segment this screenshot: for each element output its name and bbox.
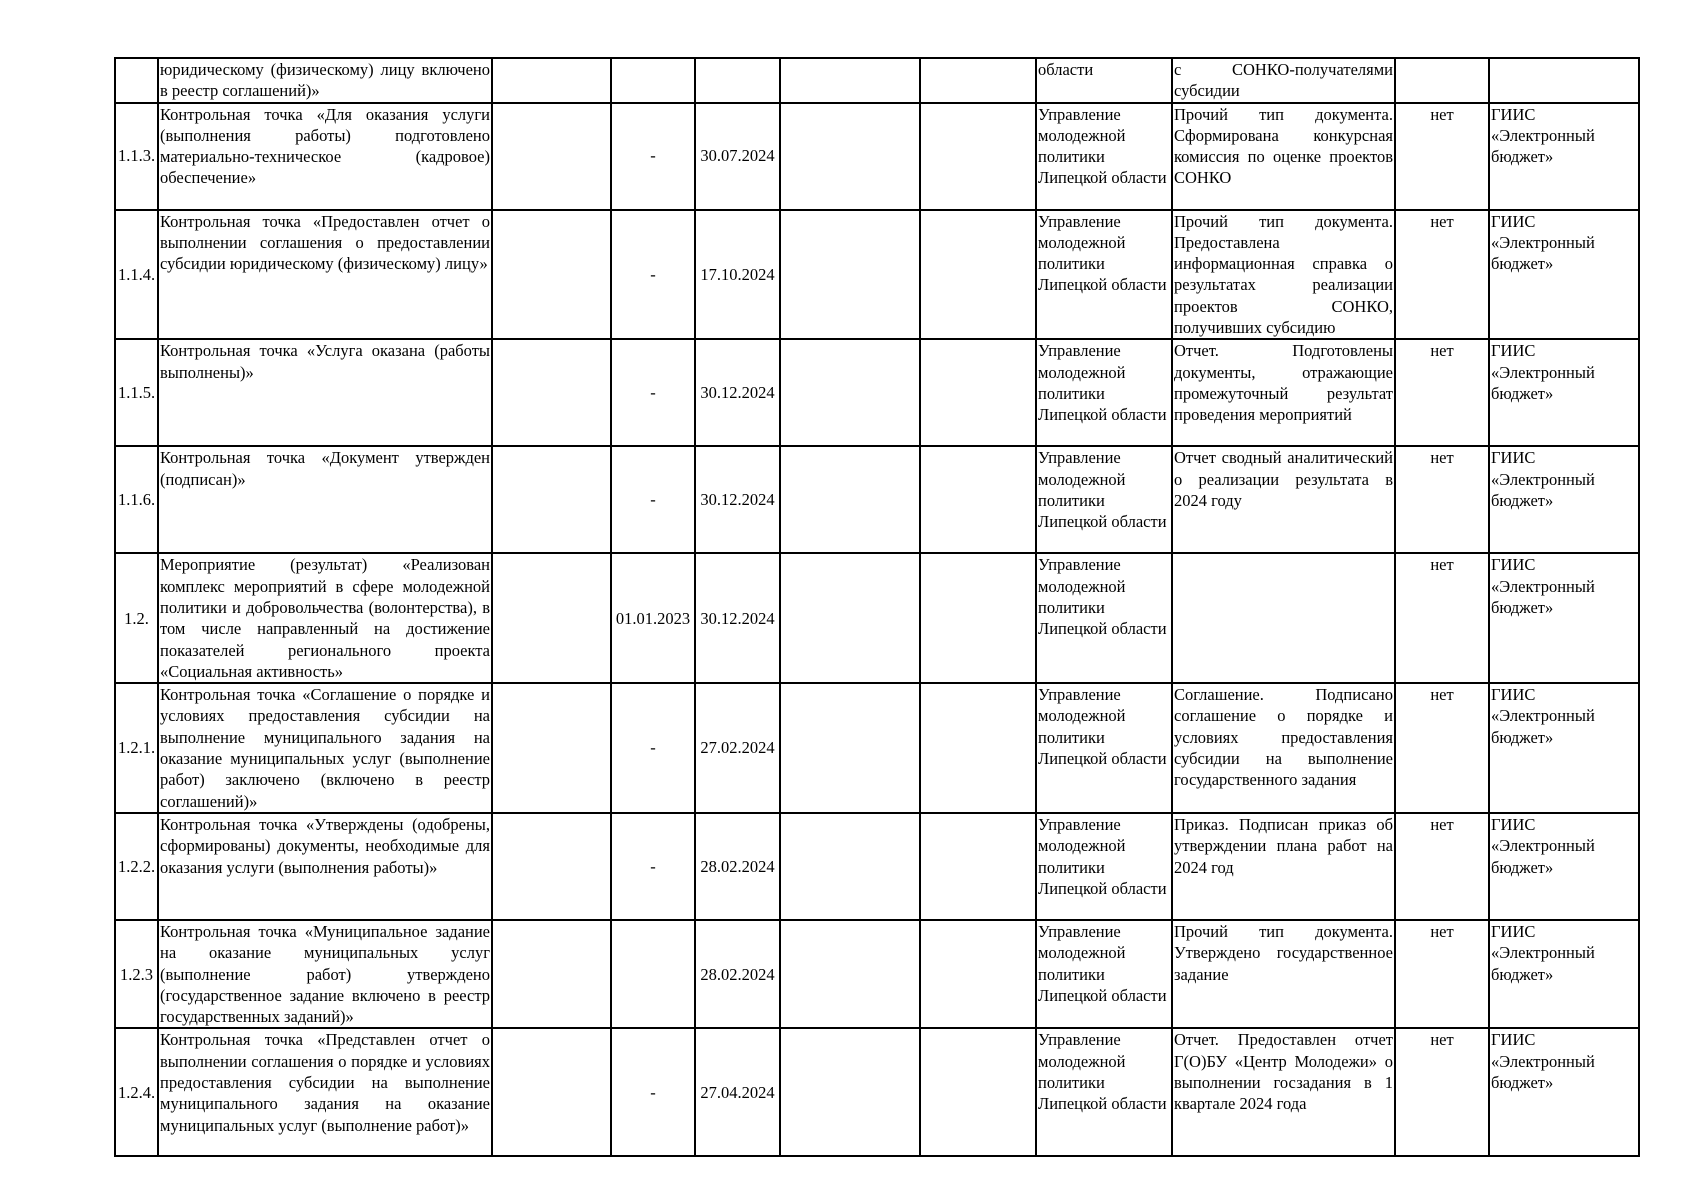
row-number: 1.2.2.	[115, 813, 158, 920]
document-type: Прочий тип документа. Предоставлена информационная справка о результатах реализации проектов СОНКО, получивших субсидию	[1172, 210, 1395, 340]
event-name: Мероприятие (результат) «Реализован комплекс мероприятий в сфере молодежной политики и добровольчества (волонтерства), в том числе направленный на достижение показателей регионального проекта «Социальная активность»	[158, 553, 492, 683]
empty-cell	[492, 58, 611, 103]
empty-cell	[780, 920, 920, 1028]
empty-cell	[492, 103, 611, 210]
table-row	[115, 813, 1639, 920]
responsible-body: Управление молодежной политики Липецкой области	[1036, 683, 1172, 813]
empty-cell	[492, 210, 611, 340]
table-row	[115, 339, 1639, 446]
table-row	[115, 58, 1639, 103]
start-date: -	[611, 813, 695, 920]
empty-cell	[780, 813, 920, 920]
responsible-body: Управление молодежной политики Липецкой области	[1036, 446, 1172, 553]
info-system: ГИИС «Электронный бюджет»	[1489, 920, 1639, 1028]
empty-cell	[492, 446, 611, 553]
flag-cell: нет	[1395, 446, 1489, 553]
empty-cell	[780, 58, 920, 103]
row-number: 1.2.4.	[115, 1028, 158, 1156]
responsible-body: Управление молодежной политики Липецкой области	[1036, 813, 1172, 920]
empty-cell	[492, 553, 611, 683]
flag-cell: нет	[1395, 813, 1489, 920]
table-row	[115, 920, 1639, 1028]
document-type: Прочий тип документа. Утверждено государственное задание	[1172, 920, 1395, 1028]
empty-cell	[492, 1028, 611, 1156]
table-row	[115, 1028, 1639, 1156]
info-system: ГИИС «Электронный бюджет»	[1489, 339, 1639, 446]
start-date: -	[611, 446, 695, 553]
flag-cell: нет	[1395, 920, 1489, 1028]
event-name: Контрольная точка «Предоставлен отчет о выполнении соглашения о предоставлении субсидии юридическому (физическому) лицу»	[158, 210, 492, 340]
end-date: 17.10.2024	[695, 210, 780, 340]
responsible-body: Управление молодежной политики Липецкой области	[1036, 920, 1172, 1028]
table-row	[115, 103, 1639, 210]
flag-cell: нет	[1395, 339, 1489, 446]
empty-cell	[492, 683, 611, 813]
document-type: Прочий тип документа. Сформирована конкурсная комиссия по оценке проектов СОНКО	[1172, 103, 1395, 210]
event-name: Контрольная точка «Для оказания услуги (выполнения работы) подготовлено материально-техническое (кадровое) обеспечение»	[158, 103, 492, 210]
document-type: Отчет. Подготовлены документы, отражающие промежуточный результат проведения мероприятий	[1172, 339, 1395, 446]
table-row	[115, 446, 1639, 553]
empty-cell	[780, 103, 920, 210]
info-system: ГИИС «Электронный бюджет»	[1489, 1028, 1639, 1156]
row-number: 1.1.5.	[115, 339, 158, 446]
empty-cell	[920, 103, 1036, 210]
flag-cell: нет	[1395, 683, 1489, 813]
row-number	[115, 58, 158, 103]
document-type: Отчет. Предоставлен отчет Г(О)БУ «Центр Молодежи» о выполнении госзадания в 1 квартале 2024 года	[1172, 1028, 1395, 1156]
empty-cell	[920, 813, 1036, 920]
empty-cell	[920, 339, 1036, 446]
info-system: ГИИС «Электронный бюджет»	[1489, 210, 1639, 340]
table-row	[115, 210, 1639, 340]
plan-table-body	[115, 58, 1639, 1156]
empty-cell	[492, 813, 611, 920]
info-system: ГИИС «Электронный бюджет»	[1489, 683, 1639, 813]
event-name: Контрольная точка «Представлен отчет о выполнении соглашения о порядке и условиях предоставления субсидии на выполнение муниципального задания на оказание муниципальных услуг (выполнение работ)»	[158, 1028, 492, 1156]
start-date: 01.01.2023	[611, 553, 695, 683]
info-system	[1489, 58, 1639, 103]
start-date: -	[611, 210, 695, 340]
event-name: Контрольная точка «Соглашение о порядке и условиях предоставления субсидии на выполнение муниципального задания на оказание муниципальных услуг (выполнение работ) заключено (включено в реестр соглашений)»	[158, 683, 492, 813]
flag-cell: нет	[1395, 103, 1489, 210]
row-number: 1.1.3.	[115, 103, 158, 210]
info-system: ГИИС «Электронный бюджет»	[1489, 446, 1639, 553]
empty-cell	[780, 683, 920, 813]
empty-cell	[920, 446, 1036, 553]
document-type: Отчет сводный аналитический о реализации результата в 2024 году	[1172, 446, 1395, 553]
start-date	[611, 58, 695, 103]
flag-cell: нет	[1395, 210, 1489, 340]
responsible-body: Управление молодежной политики Липецкой области	[1036, 553, 1172, 683]
end-date: 30.07.2024	[695, 103, 780, 210]
start-date: -	[611, 103, 695, 210]
info-system: ГИИС «Электронный бюджет»	[1489, 103, 1639, 210]
end-date: 28.02.2024	[695, 813, 780, 920]
start-date: -	[611, 339, 695, 446]
responsible-body: Управление молодежной политики Липецкой области	[1036, 1028, 1172, 1156]
end-date: 27.04.2024	[695, 1028, 780, 1156]
empty-cell	[920, 58, 1036, 103]
document-type: с СОНКО-получателями субсидии	[1172, 58, 1395, 103]
event-name: Контрольная точка «Утверждены (одобрены, сформированы) документы, необходимые для оказания услуги (выполнения работы)»	[158, 813, 492, 920]
flag-cell: нет	[1395, 1028, 1489, 1156]
empty-cell	[780, 446, 920, 553]
row-number: 1.1.4.	[115, 210, 158, 340]
empty-cell	[920, 1028, 1036, 1156]
empty-cell	[920, 210, 1036, 340]
flag-cell	[1395, 58, 1489, 103]
responsible-body: Управление молодежной политики Липецкой области	[1036, 339, 1172, 446]
event-name: Контрольная точка «Документ утвержден (подписан)»	[158, 446, 492, 553]
event-name: Контрольная точка «Муниципальное задание на оказание муниципальных услуг (выполнение работ) утверждено (государственное задание включено в реестр государственных заданий)»	[158, 920, 492, 1028]
end-date	[695, 58, 780, 103]
row-number: 1.2.	[115, 553, 158, 683]
event-name: Контрольная точка «Услуга оказана (работы выполнены)»	[158, 339, 492, 446]
end-date: 30.12.2024	[695, 339, 780, 446]
empty-cell	[780, 1028, 920, 1156]
empty-cell	[780, 210, 920, 340]
end-date: 27.02.2024	[695, 683, 780, 813]
start-date	[611, 920, 695, 1028]
plan-table	[114, 57, 1640, 1157]
row-number: 1.1.6.	[115, 446, 158, 553]
event-name: юридическому (физическому) лицу включено в реестр соглашений)»	[158, 58, 492, 103]
row-number: 1.2.3	[115, 920, 158, 1028]
empty-cell	[920, 553, 1036, 683]
document-type: Приказ. Подписан приказ об утверждении плана работ на 2024 год	[1172, 813, 1395, 920]
empty-cell	[780, 553, 920, 683]
info-system: ГИИС «Электронный бюджет»	[1489, 813, 1639, 920]
responsible-body: Управление молодежной политики Липецкой области	[1036, 103, 1172, 210]
end-date: 30.12.2024	[695, 446, 780, 553]
responsible-body: Управление молодежной политики Липецкой области	[1036, 210, 1172, 340]
empty-cell	[920, 683, 1036, 813]
table-row	[115, 553, 1639, 683]
start-date: -	[611, 1028, 695, 1156]
empty-cell	[492, 339, 611, 446]
document-type	[1172, 553, 1395, 683]
row-number: 1.2.1.	[115, 683, 158, 813]
empty-cell	[780, 339, 920, 446]
end-date: 28.02.2024	[695, 920, 780, 1028]
responsible-body: области	[1036, 58, 1172, 103]
empty-cell	[492, 920, 611, 1028]
flag-cell: нет	[1395, 553, 1489, 683]
end-date: 30.12.2024	[695, 553, 780, 683]
table-row	[115, 683, 1639, 813]
start-date: -	[611, 683, 695, 813]
document-type: Соглашение. Подписано соглашение о порядке и условиях предоставления субсидии на выполнение государственного задания	[1172, 683, 1395, 813]
empty-cell	[920, 920, 1036, 1028]
info-system: ГИИС «Электронный бюджет»	[1489, 553, 1639, 683]
